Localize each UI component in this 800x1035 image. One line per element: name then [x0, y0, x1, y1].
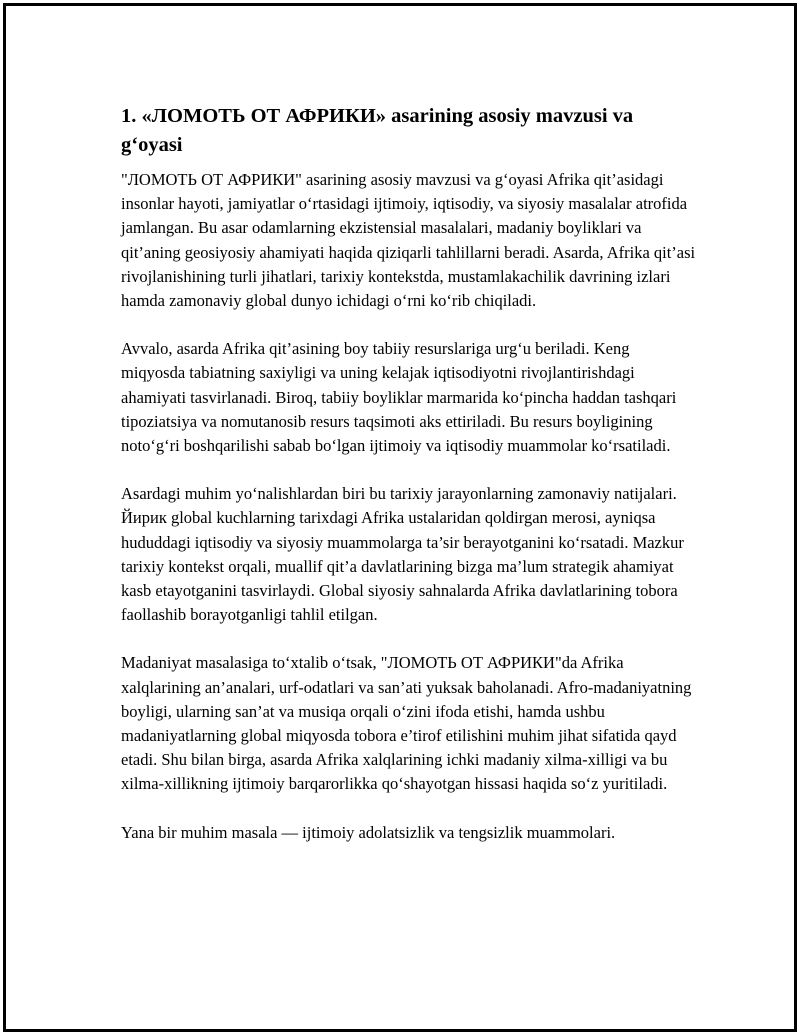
paragraph-culture: Madaniyat masalasiga to‘xtalib o‘tsak, "ЛОМОТЬ ОТ АФРИКИ"da Afrika xalqlarining an’analari, urf-odatlari va san’ati yuksak baholanadi. Afro-madaniyatning boyligi, ularning san’at va musiqa orqali o‘zini ifoda etishi, hamda ushbu madaniyatlarning global miqyosda tobora e’tirof etilishini muhim jihat sifatida qayd etadi. Shu bilan birga, asarda Afrika xalqlarining ichki madaniy xilma-xilligi va bu xilma-xillikning ijtimoiy barqarorlikka qo‘shayotgan hissasi haqida so‘z yuritiladi.	[121, 653, 692, 794]
paragraph-intro: "ЛОМОТЬ ОТ АФРИКИ" asarining asosiy mavzusi va g‘oyasi Afrika qit’asidagi insonlar hayoti, jamiyatlar o‘rtasidagi ijtimoiy, iqtisodiy, va siyosiy masalalar atrofida jamlangan. Bu asar odamlarning ekzistensial masalalari, madaniy boyliklari va qit’aning geosiyosiy ahamiyati haqida qiziqarli tahlillarni beradi. Asarda, Afrika qit’asi rivojlanishining turli jihatlari, tarixiy kontekstda, mustamlakachilik davrining izlari hamda zamonaviy global dunyo ichidagi o‘rni ko‘rib chiqiladi.	[121, 170, 696, 311]
section-heading: 1. «ЛОМОТЬ ОТ АФРИКИ» asarining asosiy mavzusi va g‘oyasi	[121, 105, 634, 156]
document-body	[121, 102, 696, 869]
paragraph-resources: Avvalo, asarda Afrika qit’asining boy tabiiy resurslariga urg‘u beriladi. Keng miqyosda tabiatning saxiyligi va uning kelajak iqtisodiyotni rivojlantirishdagi ahamiyati tasvirlanadi. Biroq, tabiiy boyliklar marmarida ko‘pincha haddan tashqari tipoziatsiya va nomutanosib resurs taqsimoti aks ettiriladi. Bu resurs boyligining noto‘g‘ri boshqarilishi sabab bo‘lgan ijtimoiy va iqtisodiy muammolar ko‘rsatiladi.	[121, 339, 677, 456]
page-frame	[3, 3, 797, 1032]
paragraph-justice: Yana bir muhim masala — ijtimoiy adolatsizlik va tengsizlik muammolari.	[121, 822, 616, 842]
paragraph-history: Asardagi muhim yo‘nalishlardan biri bu tarixiy jarayonlarning zamonaviy natijalari. Йирик global kuchlarning tarixdagi Afrika ustalaridan qoldirgan merosi, ayniqsa hududdagi iqtisodiy va siyosiy muammolarga ta’sir berayotganini ko‘rsatadi. Mazkur tarixiy kontekst orqali, muallif qit’a davlatlarining bizga ma’lum strategik ahamiyat kasb etayotganini tasvirlaydi. Global siyosiy sahnalarda Afrika davlatlarining tobora faollashib borayotganligi tahlil etilgan.	[121, 484, 684, 625]
